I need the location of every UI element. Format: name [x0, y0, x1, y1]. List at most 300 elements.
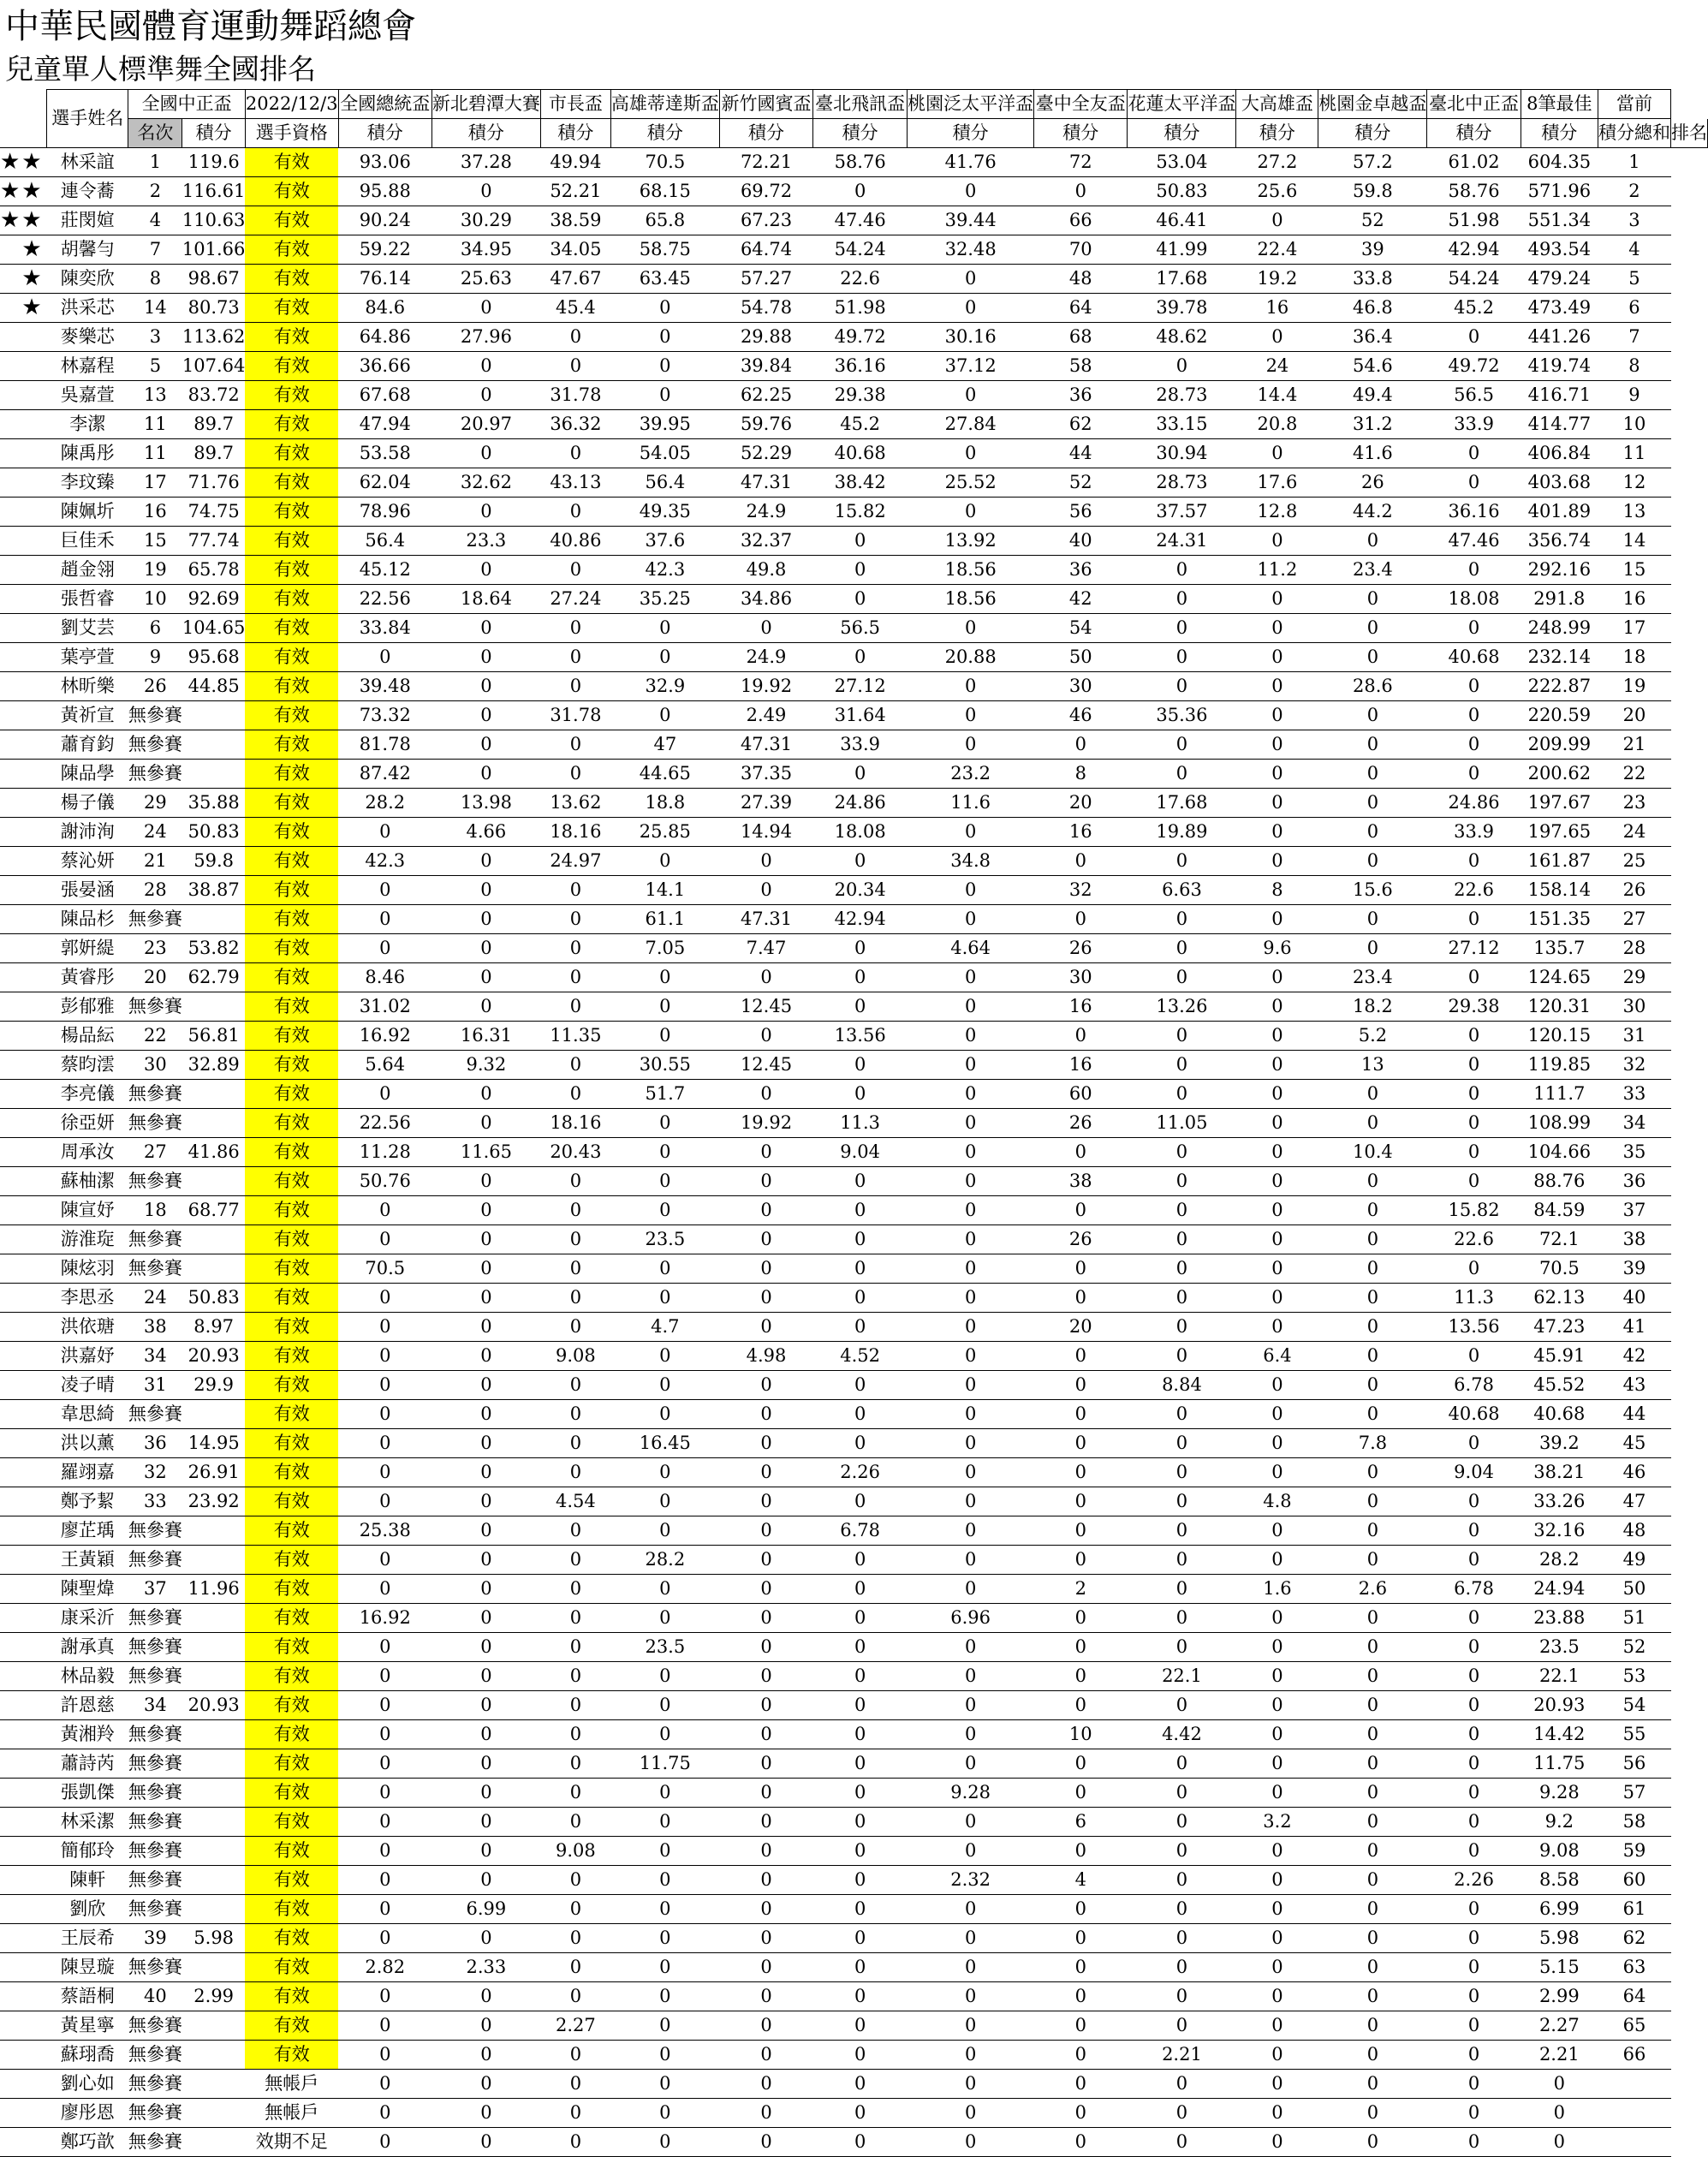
competition-points: 0: [610, 1400, 719, 1429]
national-rank: 16: [128, 498, 182, 527]
competition-points: 66: [1034, 206, 1128, 235]
competition-points: 13.62: [540, 789, 610, 818]
competition-points: 2.26: [813, 1458, 908, 1487]
star-badge: [0, 1516, 47, 1546]
eligibility-cell: 有效: [245, 265, 338, 294]
competition-points: 0: [719, 1546, 812, 1575]
competition-points: 0: [1318, 1487, 1427, 1516]
competition-points: 37.6: [610, 527, 719, 556]
competition-points: 0: [1427, 1808, 1521, 1837]
player-name: 劉心如: [47, 2070, 128, 2099]
best8-total: 124.65: [1521, 963, 1598, 992]
competition-points: 0: [1427, 905, 1521, 934]
best8-total: 0: [1521, 2099, 1598, 2128]
table-row: [0, 148, 1708, 177]
competition-points: 0: [908, 1487, 1034, 1516]
competition-points: 59.22: [338, 235, 431, 265]
competition-points: 52.29: [719, 439, 812, 468]
competition-points: 0: [908, 730, 1034, 760]
competition-points: 0: [813, 585, 908, 614]
competition-points: 68.15: [610, 177, 719, 206]
national-points: 62.79: [182, 963, 245, 992]
competition-points: 0: [1236, 760, 1318, 789]
player-name: 陳宣妤: [47, 1196, 128, 1225]
national-points: 11.96: [182, 1575, 245, 1604]
competition-points: 0: [813, 1779, 908, 1808]
national-points: 50.83: [182, 818, 245, 847]
table-row: [0, 1225, 1708, 1254]
player-name: 莊閔媗: [47, 206, 128, 235]
competition-points: 40.68: [813, 439, 908, 468]
national-rank: 無參賽: [128, 1895, 182, 1924]
competition-points: 0: [610, 2011, 719, 2041]
competition-points: 0: [1128, 556, 1236, 585]
competition-points: 0: [431, 992, 540, 1022]
national-points: [182, 1400, 245, 1429]
table-row: [0, 1604, 1708, 1633]
best8-total: 24.94: [1521, 1575, 1598, 1604]
player-name: 麥樂芯: [47, 323, 128, 352]
competition-points: 0: [540, 1371, 610, 1400]
competition-points: 0: [431, 1633, 540, 1662]
competition-points: 69.72: [719, 177, 812, 206]
national-rank: 無參賽: [128, 2070, 182, 2099]
competition-points: 0: [1318, 1924, 1427, 1953]
competition-points: 0: [1427, 1546, 1521, 1575]
player-name: 黃祈宣: [47, 701, 128, 730]
table-row: [0, 1895, 1708, 1924]
competition-points: 31.64: [813, 701, 908, 730]
competition-points: 0: [540, 323, 610, 352]
best8-header: 8筆最佳: [1521, 90, 1598, 119]
current-rank: 18: [1598, 643, 1670, 672]
current-rank: 5: [1598, 265, 1670, 294]
player-name: 林昕樂: [47, 672, 128, 701]
player-name: 許恩慈: [47, 1691, 128, 1720]
competition-points: 22.1: [1128, 1662, 1236, 1691]
national-points: 2.99: [182, 1982, 245, 2011]
competition-points: 0: [1236, 818, 1318, 847]
competition-points: 38.42: [813, 468, 908, 498]
competition-points: 0: [908, 1167, 1034, 1196]
table-row: [0, 2099, 1708, 2128]
competition-points: 27.2: [1236, 148, 1318, 177]
competition-points: 42: [1034, 585, 1128, 614]
competition-points: 0: [1128, 1779, 1236, 1808]
competition-points: 0: [1128, 1982, 1236, 2011]
current-rank: 26: [1598, 876, 1670, 905]
competition-points: 0: [338, 1691, 431, 1720]
competition-points: 0: [813, 1313, 908, 1342]
competition-points: 0: [1236, 672, 1318, 701]
competition-points: 0: [1034, 1284, 1128, 1313]
competition-points: 0: [540, 1080, 610, 1109]
table-row: [0, 2041, 1708, 2070]
competition-points: 0: [813, 1254, 908, 1284]
competition-points: 11.2: [1236, 556, 1318, 585]
competition-points: 0: [540, 1720, 610, 1749]
competition-points: 0: [1318, 1080, 1427, 1109]
competition-points: 0: [1427, 1779, 1521, 1808]
table-row: [0, 789, 1708, 818]
competition-points: 24.86: [813, 789, 908, 818]
competition-points: 68: [1034, 323, 1128, 352]
competition-points: 4.54: [540, 1487, 610, 1516]
current-rank: 58: [1598, 1808, 1670, 1837]
best8-total: 197.67: [1521, 789, 1598, 818]
competition-points: 0: [610, 1953, 719, 1982]
national-rank: 29: [128, 789, 182, 818]
competition-points: 0: [1128, 1400, 1236, 1429]
national-points: 116.61: [182, 177, 245, 206]
competition-points: 0: [540, 1808, 610, 1837]
best8-total: 551.34: [1521, 206, 1598, 235]
competition-points: 2: [1034, 1575, 1128, 1604]
competition-points: 0: [908, 1138, 1034, 1167]
national-rank: 無參賽: [128, 701, 182, 730]
competition-points: 8.84: [1128, 1371, 1236, 1400]
competition-points: 15.6: [1318, 876, 1427, 905]
table-row: [0, 876, 1708, 905]
best8-total: 47.23: [1521, 1313, 1598, 1342]
competition-points: 0: [1128, 934, 1236, 963]
competition-points: 0: [610, 1866, 719, 1895]
current-rank: 56: [1598, 1749, 1670, 1779]
competition-points: 65.8: [610, 206, 719, 235]
competition-points: 0: [610, 323, 719, 352]
header-row-2: [0, 119, 1708, 148]
national-points: 59.8: [182, 847, 245, 876]
competition-points: 19.2: [1236, 265, 1318, 294]
star-badge: [0, 1225, 47, 1254]
competition-points: 12.45: [719, 992, 812, 1022]
best8-total: 88.76: [1521, 1167, 1598, 1196]
competition-points: 45.4: [540, 294, 610, 323]
competition-points: 0: [908, 1080, 1034, 1109]
competition-points: 33.9: [1427, 818, 1521, 847]
star-badge: [0, 730, 47, 760]
competition-points: 64: [1034, 294, 1128, 323]
competition-points: 0: [1236, 1924, 1318, 1953]
eligibility-cell: 有效: [245, 294, 338, 323]
points-subheader: 積分: [610, 119, 719, 148]
competition-points: 0: [908, 963, 1034, 992]
star-header: [0, 90, 47, 119]
competition-points: 0: [1427, 1633, 1521, 1662]
current-rank: 36: [1598, 1167, 1670, 1196]
competition-points: 34.95: [431, 235, 540, 265]
competition-points: 0: [813, 1837, 908, 1866]
competition-points: 0: [813, 1808, 908, 1837]
table-row: [0, 1487, 1708, 1516]
competition-points: 18.08: [813, 818, 908, 847]
player-name: 王辰希: [47, 1924, 128, 1953]
national-points: [182, 1080, 245, 1109]
player-name: 劉艾芸: [47, 614, 128, 643]
competition-points: 0: [908, 1749, 1034, 1779]
player-name: 陳炫羽: [47, 1254, 128, 1284]
eligibility-cell: 有效: [245, 672, 338, 701]
competition-points: 0: [1034, 1895, 1128, 1924]
competition-points: 93.06: [338, 148, 431, 177]
eligibility-cell: 有效: [245, 498, 338, 527]
star-badge: [0, 1895, 47, 1924]
player-name: 謝沛洵: [47, 818, 128, 847]
national-points: [182, 2099, 245, 2128]
competition-points: 0: [431, 643, 540, 672]
competition-points: 0: [1236, 963, 1318, 992]
national-points: 8.97: [182, 1313, 245, 1342]
comp-header: 桃園金卓越盃: [1318, 90, 1427, 119]
competition-points: 30.29: [431, 206, 540, 235]
national-points: [182, 1720, 245, 1749]
competition-points: 0: [719, 1895, 812, 1924]
competition-points: 0: [1034, 1691, 1128, 1720]
competition-points: 11.05: [1128, 1109, 1236, 1138]
current-rank: 9: [1598, 381, 1670, 410]
eligibility-cell: 有效: [245, 2041, 338, 2070]
competition-points: 51.98: [813, 294, 908, 323]
competition-points: 0: [1128, 1546, 1236, 1575]
competition-points: 0: [1236, 1662, 1318, 1691]
competition-points: 0: [908, 1691, 1034, 1720]
competition-points: 58.76: [813, 148, 908, 177]
competition-points: 0: [1318, 1254, 1427, 1284]
competition-points: 0: [1034, 1516, 1128, 1546]
current-rank: 6: [1598, 294, 1670, 323]
competition-points: 59.8: [1318, 177, 1427, 206]
competition-points: 42.94: [813, 905, 908, 934]
star-badge: [0, 1284, 47, 1313]
competition-points: 0: [1034, 2099, 1128, 2128]
national-rank: 15: [128, 527, 182, 556]
competition-points: 0: [431, 1342, 540, 1371]
eligibility-cell: 有效: [245, 1808, 338, 1837]
eligibility-cell: 有效: [245, 818, 338, 847]
national-rank: 9: [128, 643, 182, 672]
competition-points: 16: [1034, 1051, 1128, 1080]
competition-points: 0: [813, 1691, 908, 1720]
national-points: [182, 2011, 245, 2041]
star-badge: [0, 1400, 47, 1429]
best8-total: 45.52: [1521, 1371, 1598, 1400]
current-rank: 35: [1598, 1138, 1670, 1167]
competition-points: 27.96: [431, 323, 540, 352]
competition-points: 13.26: [1128, 992, 1236, 1022]
competition-points: 0: [1236, 2128, 1318, 2157]
player-name: 蘇柚潔: [47, 1167, 128, 1196]
player-name: 陳聖煒: [47, 1575, 128, 1604]
competition-points: 0: [1318, 2099, 1427, 2128]
star-badge: [0, 760, 47, 789]
competition-points: 0: [813, 1982, 908, 2011]
competition-points: 0: [540, 672, 610, 701]
eligibility-cell: 有效: [245, 1691, 338, 1720]
star-badge: [0, 1837, 47, 1866]
table-row: [0, 498, 1708, 527]
competition-points: 58.75: [610, 235, 719, 265]
competition-points: 19.92: [719, 1109, 812, 1138]
star-badge: [0, 1313, 47, 1342]
competition-points: 0: [540, 905, 610, 934]
competition-points: 0: [908, 1633, 1034, 1662]
competition-points: 0: [431, 1371, 540, 1400]
current-rank: [1598, 2099, 1670, 2128]
current-rank: 32: [1598, 1051, 1670, 1080]
competition-points: 62.04: [338, 468, 431, 498]
eligibility-cell: 有效: [245, 439, 338, 468]
current-rank: 24: [1598, 818, 1670, 847]
player-name: 韋思綺: [47, 1400, 128, 1429]
national-rank: 無參賽: [128, 2099, 182, 2128]
competition-points: 0: [540, 2128, 610, 2157]
competition-points: 0: [338, 1749, 431, 1779]
competition-points: 7.47: [719, 934, 812, 963]
competition-points: 0: [908, 1895, 1034, 1924]
eligibility-cell: 有效: [245, 643, 338, 672]
competition-points: 0: [719, 1313, 812, 1342]
competition-points: 0: [540, 992, 610, 1022]
competition-points: 0: [719, 847, 812, 876]
competition-points: 0: [1318, 1225, 1427, 1254]
star-subheader: [0, 119, 47, 148]
competition-points: 54: [1034, 614, 1128, 643]
star-badge: [0, 672, 47, 701]
best8-total: 441.26: [1521, 323, 1598, 352]
competition-points: 41.6: [1318, 439, 1427, 468]
competition-points: 0: [1318, 1313, 1427, 1342]
competition-points: 30.55: [610, 1051, 719, 1080]
table-row: [0, 1284, 1708, 1313]
competition-points: 0: [610, 1779, 719, 1808]
competition-points: 0: [431, 2128, 540, 2157]
eligibility-cell: 有效: [245, 1575, 338, 1604]
page-subtitle: 兒童單人標準舞全國排名: [5, 52, 316, 86]
player-name: 徐亞妍: [47, 1109, 128, 1138]
competition-points: 0: [610, 2041, 719, 2070]
competition-points: 0: [338, 818, 431, 847]
competition-points: 0: [908, 265, 1034, 294]
national-points: [182, 1837, 245, 1866]
competition-points: 0: [540, 760, 610, 789]
competition-points: 0: [540, 2041, 610, 2070]
competition-points: 13.92: [908, 527, 1034, 556]
competition-points: 51.7: [610, 1080, 719, 1109]
competition-points: 0: [1236, 2011, 1318, 2041]
competition-points: 0: [338, 2070, 431, 2099]
eligibility-cell: 有效: [245, 614, 338, 643]
competition-points: 49.8: [719, 556, 812, 585]
competition-points: 20: [1034, 789, 1128, 818]
competition-points: 0: [431, 1546, 540, 1575]
national-rank: 40: [128, 1982, 182, 2011]
competition-points: 0: [908, 177, 1034, 206]
competition-points: 45.12: [338, 556, 431, 585]
current-rank: 4: [1598, 235, 1670, 265]
competition-points: 0: [1128, 1022, 1236, 1051]
competition-points: 0: [813, 1371, 908, 1400]
national-points: [182, 1953, 245, 1982]
best8-total: 0: [1521, 2128, 1598, 2157]
competition-points: 38.59: [540, 206, 610, 235]
competition-points: 49.94: [540, 148, 610, 177]
competition-points: 0: [1236, 2070, 1318, 2099]
table-row: [0, 265, 1708, 294]
competition-points: 0: [610, 352, 719, 381]
competition-points: 0: [1128, 1895, 1236, 1924]
current-rank: [1598, 2070, 1670, 2099]
competition-points: 47.46: [813, 206, 908, 235]
star-badge: [0, 1109, 47, 1138]
competition-points: 73.32: [338, 701, 431, 730]
eligibility-cell: 有效: [245, 1487, 338, 1516]
competition-points: 0: [1236, 1691, 1318, 1720]
competition-points: 56.5: [813, 614, 908, 643]
competition-points: 0: [719, 1138, 812, 1167]
player-name: 黃湘羚: [47, 1720, 128, 1749]
competition-points: 4.7: [610, 1313, 719, 1342]
star-badge: [0, 643, 47, 672]
competition-points: 0: [1236, 1837, 1318, 1866]
competition-points: 17.68: [1128, 789, 1236, 818]
competition-points: 0: [431, 1720, 540, 1749]
best8-total: 120.31: [1521, 992, 1598, 1022]
competition-points: 0: [908, 1837, 1034, 1866]
competition-points: 0: [338, 934, 431, 963]
national-rank: 23: [128, 934, 182, 963]
competition-points: 0: [540, 1313, 610, 1342]
competition-points: 0: [908, 614, 1034, 643]
competition-points: 0: [1034, 1953, 1128, 1982]
competition-points: 18.2: [1318, 992, 1427, 1022]
best8-total: 161.87: [1521, 847, 1598, 876]
competition-points: 0: [1427, 1080, 1521, 1109]
competition-points: 8: [1236, 876, 1318, 905]
competition-points: 31.78: [540, 701, 610, 730]
table-row: [0, 206, 1708, 235]
competition-points: 84.6: [338, 294, 431, 323]
star-badge: [0, 381, 47, 410]
competition-points: 12.8: [1236, 498, 1318, 527]
competition-points: 0: [540, 2070, 610, 2099]
competition-points: 39.84: [719, 352, 812, 381]
competition-points: 54.05: [610, 439, 719, 468]
table-row: [0, 701, 1708, 730]
competition-points: 48: [1034, 265, 1128, 294]
player-name: 陳軒: [47, 1866, 128, 1895]
current-rank: 63: [1598, 1953, 1670, 1982]
table-row: [0, 177, 1708, 206]
competition-points: 61.02: [1427, 148, 1521, 177]
competition-points: 58: [1034, 352, 1128, 381]
competition-points: 0: [1427, 1022, 1521, 1051]
eligibility-cell: 有效: [245, 1895, 338, 1924]
table-row: [0, 847, 1708, 876]
competition-points: 31.78: [540, 381, 610, 410]
competition-points: 0: [338, 1080, 431, 1109]
competition-points: 0: [719, 1575, 812, 1604]
competition-points: 0: [813, 760, 908, 789]
competition-points: 0: [908, 905, 1034, 934]
star-badge: [0, 1633, 47, 1662]
player-name: 林采誼: [47, 148, 128, 177]
best8-total: 604.35: [1521, 148, 1598, 177]
current-rank: 39: [1598, 1254, 1670, 1284]
competition-points: 11.35: [540, 1022, 610, 1051]
competition-points: 20: [1034, 1313, 1128, 1342]
competition-points: 0: [431, 1284, 540, 1313]
competition-points: 7.05: [610, 934, 719, 963]
